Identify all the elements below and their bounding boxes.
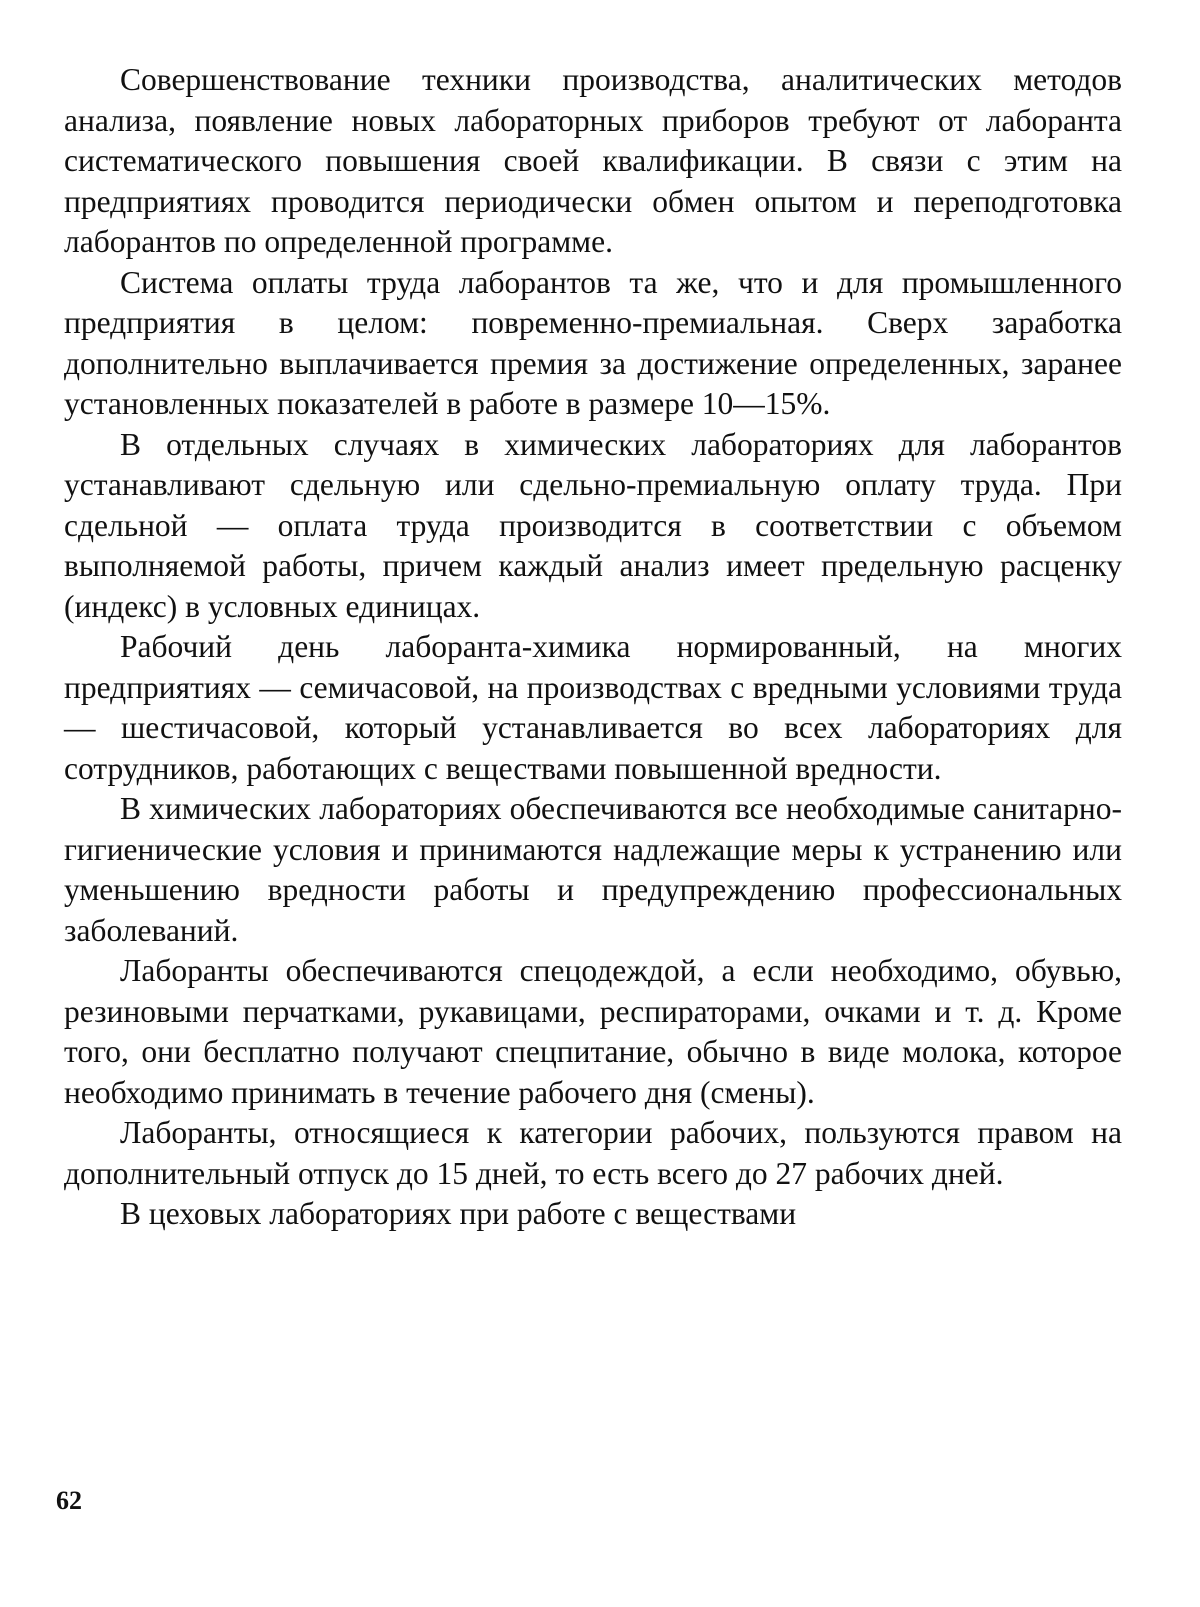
paragraph-2: Система оплаты труда лаборантов та же, что и для промышленного предприятия в целом: повременно-премиальная. Сверх заработка дополнительно выплачивается премия за достижение определенных, заранее установленных показателей в работе в размере 10—15%. bbox=[64, 264, 1122, 421]
paragraph-8: В цеховых лабораториях при работе с веществами bbox=[120, 1196, 797, 1231]
paragraph-4: Рабочий день лаборанта-химика нормированный, на многих предприятиях — семичасовой, на производствах с вредными условиями труда — шестичасовой, который устанавливается во всех лабораториях для сотрудников, работающих с веществами повышенной вредности. bbox=[64, 629, 1122, 786]
paragraph-1: Совершенствование техники производства, аналитических методов анализа, появление новых лабораторных приборов требуют от лаборанта систематического повышения своей квалификации. В связи с этим на предприятиях проводится периодически обмен опытом и переподготовка лаборантов по определенной программе. bbox=[64, 62, 1122, 259]
paragraph-3: В отдельных случаях в химических лабораториях для лаборантов устанавливают сдельную или сдельно-премиальную оплату труда. При сдельной — оплата труда производится в соответствии с объемом выполняемой работы, причем каждый анализ имеет предельную расценку (индекс) в условных единицах. bbox=[64, 426, 1122, 624]
page-number: 62 bbox=[56, 1486, 82, 1515]
paragraph-6: Лаборанты обеспечиваются спецодеждой, а если необходимо, обувью, резиновыми перчатками, рукавицами, респираторами, очками и т. д. Кроме того, они бесплатно получают спецпитание, обычно в виде молока, которое необходимо принимать в течение рабочего дня (смены). bbox=[64, 953, 1122, 1110]
page-body bbox=[64, 60, 1122, 1235]
paragraph-7: Лаборанты, относящиеся к категории рабочих, пользуются правом на дополнительный отпуск до 15 дней, то есть всего до 27 рабочих дней. bbox=[64, 1115, 1122, 1191]
paragraph-5: В химических лабораториях обеспечиваются все необходимые санитарно-гигиенические условия и принимаются надлежащие меры к устранению или уменьшению вредности работы и предупреждению профессиональных заболеваний. bbox=[64, 791, 1122, 948]
